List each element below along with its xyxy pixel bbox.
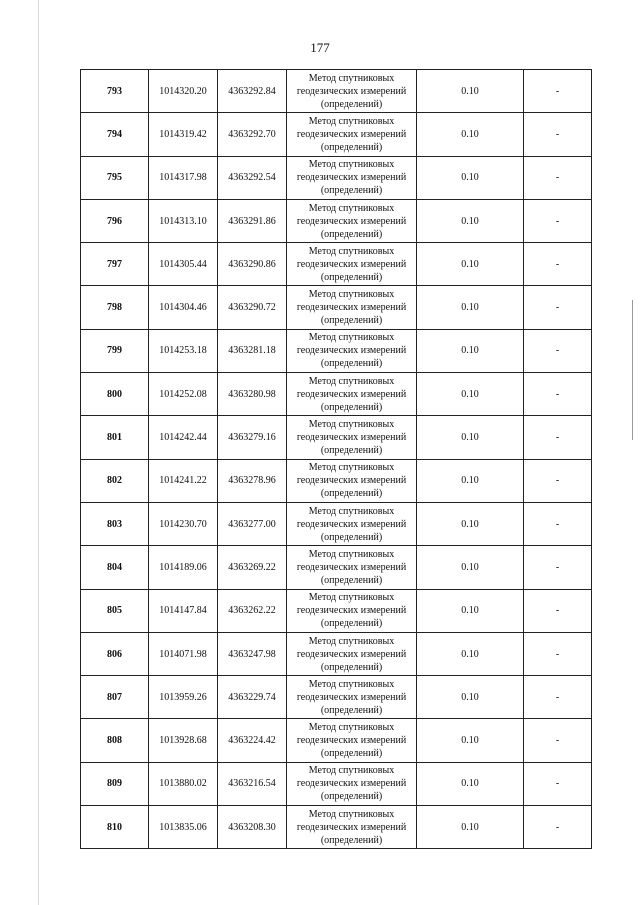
method-cell <box>287 70 417 113</box>
method-text-line: Метод спутниковых <box>308 765 395 777</box>
y-coordinate-cell: 4363292.84 <box>218 70 287 113</box>
x-coordinate-cell: 1014147.84 <box>149 589 218 632</box>
point-number-cell: 795 <box>81 156 149 199</box>
point-number-cell: 804 <box>81 546 149 589</box>
point-number-cell: 810 <box>81 806 149 849</box>
method-cell <box>287 632 417 675</box>
method-text-line: (определений) <box>320 98 383 110</box>
description-cell: - <box>524 459 592 502</box>
y-coordinate-cell: 4363290.72 <box>218 286 287 329</box>
description-cell: - <box>524 329 592 372</box>
table-row <box>81 546 592 589</box>
point-number-cell: 801 <box>81 416 149 459</box>
x-coordinate-cell: 1013928.68 <box>149 719 218 762</box>
accuracy-cell: 0.10 <box>417 762 524 805</box>
point-number-cell: 807 <box>81 676 149 719</box>
point-number-cell: 800 <box>81 373 149 416</box>
point-number-cell: 806 <box>81 632 149 675</box>
x-coordinate-cell: 1014230.70 <box>149 502 218 545</box>
y-coordinate-cell: 4363281.18 <box>218 329 287 372</box>
x-coordinate-cell: 1013835.06 <box>149 806 218 849</box>
description-cell: - <box>524 502 592 545</box>
accuracy-cell: 0.10 <box>417 719 524 762</box>
x-coordinate-cell: 1014242.44 <box>149 416 218 459</box>
accuracy-cell: 0.10 <box>417 199 524 242</box>
table-row <box>81 806 592 849</box>
method-cell <box>287 329 417 372</box>
table-row <box>81 502 592 545</box>
x-coordinate-cell: 1014317.98 <box>149 156 218 199</box>
point-number-cell: 796 <box>81 199 149 242</box>
accuracy-cell: 0.10 <box>417 373 524 416</box>
point-number-cell: 797 <box>81 243 149 286</box>
method-cell <box>287 286 417 329</box>
y-coordinate-cell: 4363262.22 <box>218 589 287 632</box>
description-cell: - <box>524 113 592 156</box>
accuracy-cell: 0.10 <box>417 113 524 156</box>
y-coordinate-cell: 4363229.74 <box>218 676 287 719</box>
y-coordinate-cell: 4363292.70 <box>218 113 287 156</box>
method-cell <box>287 199 417 242</box>
table-row <box>81 286 592 329</box>
method-cell <box>287 416 417 459</box>
method-text-line: геодезических измерений <box>296 432 407 444</box>
method-cell <box>287 762 417 805</box>
description-cell: - <box>524 546 592 589</box>
table-row <box>81 156 592 199</box>
table-body <box>81 70 592 849</box>
x-coordinate-cell: 1014071.98 <box>149 632 218 675</box>
method-text-line: геодезических измерений <box>296 691 407 703</box>
y-coordinate-cell: 4363291.86 <box>218 199 287 242</box>
y-coordinate-cell: 4363208.30 <box>218 806 287 849</box>
y-coordinate-cell: 4363216.54 <box>218 762 287 805</box>
point-number-cell: 793 <box>81 70 149 113</box>
method-cell <box>287 502 417 545</box>
method-text-line: геодезических измерений <box>296 605 407 617</box>
table-row <box>81 70 592 113</box>
method-text-line: Метод спутниковых <box>308 592 395 604</box>
description-cell: - <box>524 589 592 632</box>
accuracy-cell: 0.10 <box>417 416 524 459</box>
method-text-line: (определений) <box>320 185 383 197</box>
method-text-line: геодезических измерений <box>296 561 407 573</box>
point-number-cell: 799 <box>81 329 149 372</box>
method-text-line: геодезических измерений <box>296 735 407 747</box>
accuracy-cell: 0.10 <box>417 676 524 719</box>
method-text-line: Метод спутниковых <box>308 722 395 734</box>
x-coordinate-cell: 1014253.18 <box>149 329 218 372</box>
method-text-line: геодезических измерений <box>296 302 407 314</box>
method-cell <box>287 589 417 632</box>
method-text-line: Метод спутниковых <box>308 332 395 344</box>
method-text-line: (определений) <box>320 228 383 240</box>
method-text-line: (определений) <box>320 531 383 543</box>
x-coordinate-cell: 1014319.42 <box>149 113 218 156</box>
y-coordinate-cell: 4363224.42 <box>218 719 287 762</box>
description-cell: - <box>524 156 592 199</box>
accuracy-cell: 0.10 <box>417 329 524 372</box>
method-text-line: геодезических измерений <box>296 475 407 487</box>
method-text-line: геодезических измерений <box>296 215 407 227</box>
accuracy-cell: 0.10 <box>417 502 524 545</box>
y-coordinate-cell: 4363278.96 <box>218 459 287 502</box>
description-cell: - <box>524 70 592 113</box>
x-coordinate-cell: 1014305.44 <box>149 243 218 286</box>
method-text-line: геодезических измерений <box>296 128 407 140</box>
method-text-line: (определений) <box>320 618 383 630</box>
point-number-cell: 802 <box>81 459 149 502</box>
method-text-line: Метод спутниковых <box>308 289 395 301</box>
x-coordinate-cell: 1014304.46 <box>149 286 218 329</box>
method-text-line: геодезических измерений <box>296 648 407 660</box>
page-number: 177 <box>310 40 330 55</box>
method-text-line: геодезических измерений <box>296 821 407 833</box>
accuracy-cell: 0.10 <box>417 632 524 675</box>
x-coordinate-cell: 1014320.20 <box>149 70 218 113</box>
method-text-line: геодезических измерений <box>296 258 407 270</box>
method-text-line: (определений) <box>320 315 383 327</box>
table-row <box>81 719 592 762</box>
accuracy-cell: 0.10 <box>417 546 524 589</box>
method-cell <box>287 806 417 849</box>
table-row <box>81 459 592 502</box>
x-coordinate-cell: 1014241.22 <box>149 459 218 502</box>
method-cell <box>287 373 417 416</box>
table-row <box>81 373 592 416</box>
method-text-line: (определений) <box>320 141 383 153</box>
y-coordinate-cell: 4363277.00 <box>218 502 287 545</box>
table-row <box>81 243 592 286</box>
description-cell: - <box>524 199 592 242</box>
method-cell <box>287 676 417 719</box>
method-text-line: Метод спутниковых <box>308 548 395 560</box>
method-text-line: Метод спутниковых <box>308 678 395 690</box>
description-cell: - <box>524 806 592 849</box>
method-text-line: (определений) <box>320 574 383 586</box>
method-text-line: (определений) <box>320 271 383 283</box>
method-text-line: Метод спутниковых <box>308 419 395 431</box>
method-text-line: (определений) <box>320 445 383 457</box>
method-text-line: Метод спутниковых <box>308 245 395 257</box>
method-cell <box>287 113 417 156</box>
y-coordinate-cell: 4363279.16 <box>218 416 287 459</box>
method-text-line: Метод спутниковых <box>308 505 395 517</box>
method-cell <box>287 546 417 589</box>
accuracy-cell: 0.10 <box>417 589 524 632</box>
method-text-line: (определений) <box>320 704 383 716</box>
point-number-cell: 803 <box>81 502 149 545</box>
accuracy-cell: 0.10 <box>417 243 524 286</box>
description-cell: - <box>524 719 592 762</box>
table-row <box>81 199 592 242</box>
method-text-line: Метод спутниковых <box>308 202 395 214</box>
table-row <box>81 632 592 675</box>
x-coordinate-cell: 1013880.02 <box>149 762 218 805</box>
scan-edge-left <box>38 0 39 905</box>
table-row <box>81 589 592 632</box>
method-text-line: (определений) <box>320 748 383 760</box>
method-text-line: (определений) <box>320 488 383 500</box>
description-cell: - <box>524 416 592 459</box>
method-text-line: Метод спутниковых <box>308 159 395 171</box>
y-coordinate-cell: 4363269.22 <box>218 546 287 589</box>
accuracy-cell: 0.10 <box>417 286 524 329</box>
point-number-cell: 808 <box>81 719 149 762</box>
description-cell: - <box>524 243 592 286</box>
description-cell: - <box>524 373 592 416</box>
method-text-line: (определений) <box>320 791 383 803</box>
x-coordinate-cell: 1014189.06 <box>149 546 218 589</box>
y-coordinate-cell: 4363280.98 <box>218 373 287 416</box>
description-cell: - <box>524 676 592 719</box>
method-text-line: Метод спутниковых <box>308 635 395 647</box>
method-text-line: геодезических измерений <box>296 345 407 357</box>
coordinates-table <box>80 69 592 849</box>
method-text-line: (определений) <box>320 834 383 846</box>
method-cell <box>287 243 417 286</box>
method-text-line: Метод спутниковых <box>308 808 395 820</box>
table-row <box>81 329 592 372</box>
accuracy-cell: 0.10 <box>417 70 524 113</box>
table-row <box>81 676 592 719</box>
method-text-line: геодезических измерений <box>296 778 407 790</box>
y-coordinate-cell: 4363290.86 <box>218 243 287 286</box>
method-text-line: (определений) <box>320 661 383 673</box>
y-coordinate-cell: 4363247.98 <box>218 632 287 675</box>
table-row <box>81 416 592 459</box>
x-coordinate-cell: 1013959.26 <box>149 676 218 719</box>
method-cell <box>287 719 417 762</box>
method-text-line: (определений) <box>320 358 383 370</box>
point-number-cell: 794 <box>81 113 149 156</box>
accuracy-cell: 0.10 <box>417 459 524 502</box>
method-text-line: геодезических измерений <box>296 172 407 184</box>
table-row <box>81 762 592 805</box>
accuracy-cell: 0.10 <box>417 806 524 849</box>
method-cell <box>287 459 417 502</box>
description-cell: - <box>524 762 592 805</box>
method-text-line: (определений) <box>320 401 383 413</box>
x-coordinate-cell: 1014313.10 <box>149 199 218 242</box>
method-text-line: геодезических измерений <box>296 85 407 97</box>
method-text-line: Метод спутниковых <box>308 115 395 127</box>
method-cell <box>287 156 417 199</box>
method-text-line: Метод спутниковых <box>308 375 395 387</box>
method-text-line: геодезических измерений <box>296 388 407 400</box>
method-text-line: Метод спутниковых <box>308 72 395 84</box>
x-coordinate-cell: 1014252.08 <box>149 373 218 416</box>
point-number-cell: 805 <box>81 589 149 632</box>
description-cell: - <box>524 632 592 675</box>
scan-edge-right <box>632 300 633 440</box>
method-text-line: геодезических измерений <box>296 518 407 530</box>
point-number-cell: 809 <box>81 762 149 805</box>
accuracy-cell: 0.10 <box>417 156 524 199</box>
y-coordinate-cell: 4363292.54 <box>218 156 287 199</box>
point-number-cell: 798 <box>81 286 149 329</box>
method-text-line: Метод спутниковых <box>308 462 395 474</box>
table-row <box>81 113 592 156</box>
description-cell: - <box>524 286 592 329</box>
